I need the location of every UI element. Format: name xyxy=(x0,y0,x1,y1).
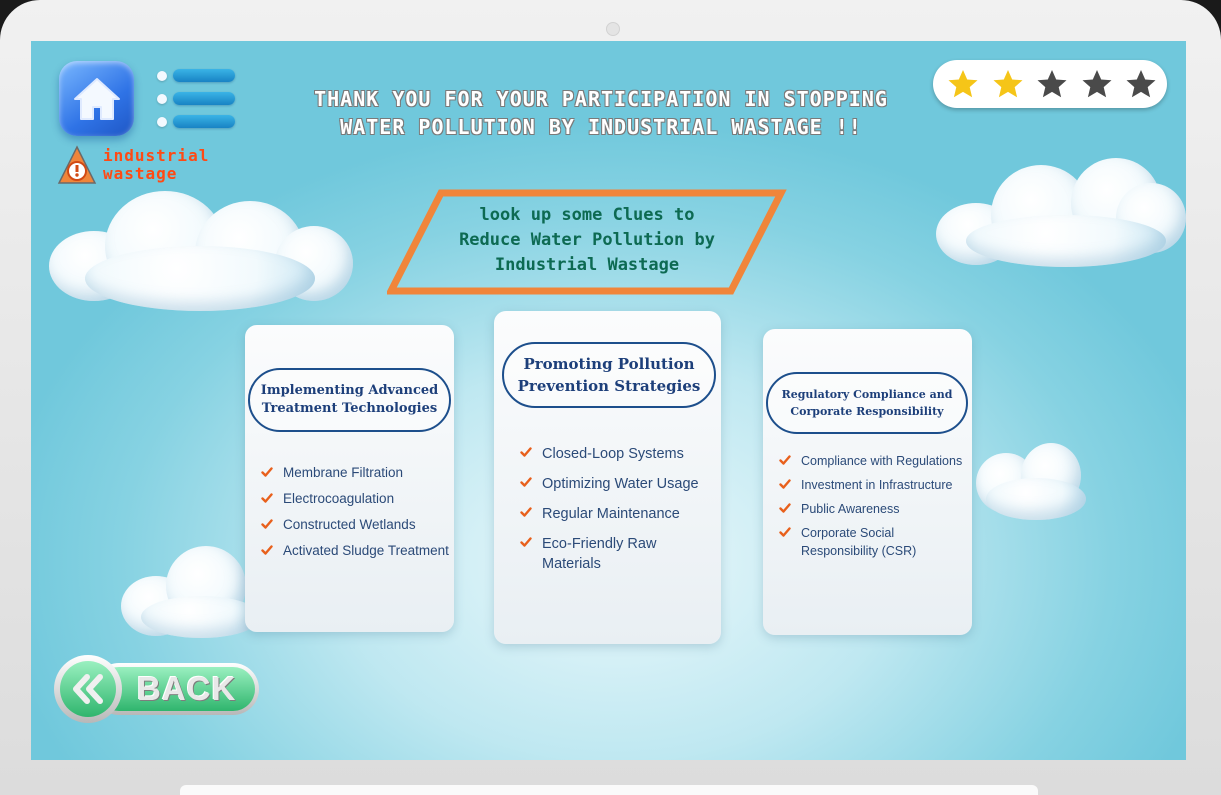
star-filled-icon xyxy=(992,69,1024,99)
list-item xyxy=(779,500,971,518)
card-treatment-technologies xyxy=(245,325,454,632)
check-icon xyxy=(520,446,532,458)
brand-line1: industrial xyxy=(103,146,210,165)
list-item xyxy=(520,534,715,574)
page-title: THANK YOU FOR YOUR PARTICIPATION IN STOPPING WATER POLLUTION BY INDUSTRIAL WASTAGE !! xyxy=(314,87,888,139)
brand-name xyxy=(103,147,209,183)
list-item xyxy=(779,524,971,560)
card-title-line1: Implementing Advanced xyxy=(260,383,439,398)
double-chevron-left-icon xyxy=(71,674,105,704)
check-icon xyxy=(261,518,273,530)
check-icon xyxy=(779,526,791,538)
check-icon xyxy=(779,478,791,490)
list-item-text: Membrane Filtration xyxy=(283,465,404,480)
list-item xyxy=(779,476,971,494)
back-label: BACK xyxy=(137,670,237,707)
list-item-text: Regular Maintenance xyxy=(542,506,680,522)
card-title-line2: Treatment Technologies xyxy=(261,401,438,416)
card-title xyxy=(248,368,451,432)
list-item xyxy=(261,542,451,560)
check-icon xyxy=(261,466,273,478)
card-title xyxy=(766,372,968,434)
cloud-top-right xyxy=(936,153,1186,273)
star-filled-icon xyxy=(947,69,979,99)
list-item-text: Electrocoagulation xyxy=(283,491,395,506)
clue-line1: look up some Clues to xyxy=(479,205,695,225)
check-icon xyxy=(261,544,273,556)
card-title-line1: Promoting Pollution xyxy=(523,355,695,373)
list-item-text: Closed-Loop Systems xyxy=(542,446,684,462)
menu-line xyxy=(155,92,237,106)
menu-line xyxy=(155,115,237,129)
clue-banner xyxy=(387,189,787,295)
card-prevention-strategies xyxy=(494,311,721,644)
game-screen xyxy=(31,41,1186,760)
list-item xyxy=(261,516,451,534)
list-item-text: Compliance with Regulations xyxy=(801,454,963,468)
brand-line2: wastage xyxy=(103,164,178,183)
camera-dot xyxy=(606,22,620,36)
warning-factory-icon xyxy=(57,145,97,187)
cloud-top-left xyxy=(45,171,355,316)
card-regulatory-compliance xyxy=(763,329,972,635)
check-icon xyxy=(520,476,532,488)
card-title xyxy=(502,342,716,408)
list-item-text: Eco-Friendly Raw Materials xyxy=(542,536,657,572)
list-item-text: Constructed Wetlands xyxy=(283,517,416,532)
card-list xyxy=(261,464,451,568)
check-icon xyxy=(779,502,791,514)
star-empty-icon xyxy=(1036,69,1068,99)
clue-line2: Reduce Water Pollution by xyxy=(459,230,715,250)
clue-text xyxy=(427,203,747,278)
list-item xyxy=(520,504,715,524)
home-icon xyxy=(71,75,123,123)
home-button[interactable] xyxy=(59,61,134,136)
menu-button[interactable] xyxy=(155,67,237,131)
list-item-text: Public Awareness xyxy=(801,502,900,516)
menu-line xyxy=(155,69,237,83)
list-item-text: Activated Sludge Treatment xyxy=(283,543,449,558)
star-empty-icon xyxy=(1125,69,1157,99)
list-item xyxy=(779,452,971,470)
card-title-line2: Prevention Strategies xyxy=(517,377,701,395)
list-item xyxy=(261,490,451,508)
check-icon xyxy=(520,506,532,518)
card-title-line1: Regulatory Compliance and xyxy=(781,388,953,401)
list-item xyxy=(520,474,715,494)
back-button[interactable] xyxy=(53,653,261,725)
star-empty-icon xyxy=(1081,69,1113,99)
check-icon xyxy=(261,492,273,504)
list-item-text: Optimizing Water Usage xyxy=(542,476,699,492)
card-list xyxy=(779,452,971,566)
star-rating xyxy=(933,60,1167,108)
cloud-mid-right xyxy=(966,433,1096,528)
device-base xyxy=(180,785,1038,795)
card-title-line2: Corporate Responsibility xyxy=(790,405,944,418)
brand-logo xyxy=(57,145,247,189)
list-item xyxy=(520,444,715,464)
card-list xyxy=(520,444,715,584)
list-item-text: Investment in Infrastructure xyxy=(801,478,953,492)
check-icon xyxy=(520,536,532,548)
clue-line3: Industrial Wastage xyxy=(494,255,680,275)
check-icon xyxy=(779,454,791,466)
list-item-text: Corporate Social Responsibility (CSR) xyxy=(801,526,917,558)
list-item xyxy=(261,464,451,482)
